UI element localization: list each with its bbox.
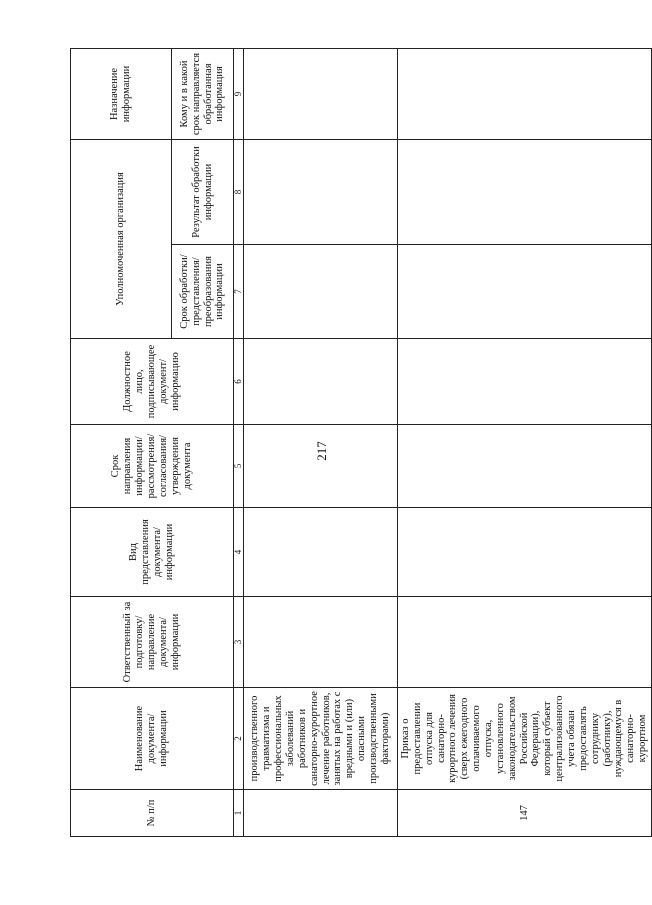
document-table [70, 48, 652, 837]
row-name: производственного травматизма и профессиональных заболеваний работников и санаторно-курортное лечение работников, занятых на работах с вредными и (или) опасными производственными факторами) [244, 688, 398, 790]
empty-cell [244, 339, 398, 425]
empty-cell [398, 339, 652, 425]
column-number: 1 [234, 790, 244, 837]
empty-cell [398, 245, 652, 339]
column-number: 7 [234, 245, 244, 339]
row-name: Приказ о предоставлении отпуска для санаторно-курортного лечения (сверх ежегодного оплачиваемого отпуска, установленного законодательством Российской Федерации), который субъект централизованного учета обязан предоставлять сотруднику (работнику), нуждающемуся в санаторно-курортном [398, 688, 652, 790]
empty-cell [398, 597, 652, 688]
header-purpose: Назначение информации [71, 49, 172, 140]
header-name: Наименование документа/ информации [71, 688, 234, 790]
column-number: 6 [234, 339, 244, 425]
header-official: Должностное лицо, подписывающее документ/ информацию [71, 339, 234, 425]
empty-cell [398, 49, 652, 140]
header-term: Срок направления информации/ рассмотрения/ согласования/ утверждения документа [71, 425, 234, 508]
table-row [244, 49, 398, 837]
column-number: 3 [234, 597, 244, 688]
header-org-result: Результат обработки информации [172, 140, 234, 245]
column-number: 5 [234, 425, 244, 508]
empty-cell [244, 245, 398, 339]
page-number: 217 [314, 441, 329, 461]
row-number: 147 [398, 790, 652, 837]
header-responsible: Ответственный за подготовку/ направление документа/ информации [71, 597, 234, 688]
empty-cell [398, 508, 652, 597]
table-row [398, 49, 652, 837]
empty-cell [244, 597, 398, 688]
column-number: 8 [234, 140, 244, 245]
header-kind: Вид представления документа/ информации [71, 508, 234, 597]
column-number: 9 [234, 49, 244, 140]
column-number: 4 [234, 508, 244, 597]
empty-cell [398, 425, 652, 508]
header-org-term: Срок обработки/ представления/ преобразования информации [172, 245, 234, 339]
header-org: Уполномоченная организация [71, 140, 172, 339]
header-no: № п/п [71, 790, 234, 837]
column-number: 2 [234, 688, 244, 790]
empty-cell [244, 49, 398, 140]
row-number [244, 790, 398, 837]
empty-cell [244, 425, 398, 508]
header-purpose-sub: Кому и в какой срок направляется обработанная информация [172, 49, 234, 140]
empty-cell [398, 140, 652, 245]
empty-cell [244, 508, 398, 597]
empty-cell [244, 140, 398, 245]
rotated-table-container [70, 49, 649, 837]
